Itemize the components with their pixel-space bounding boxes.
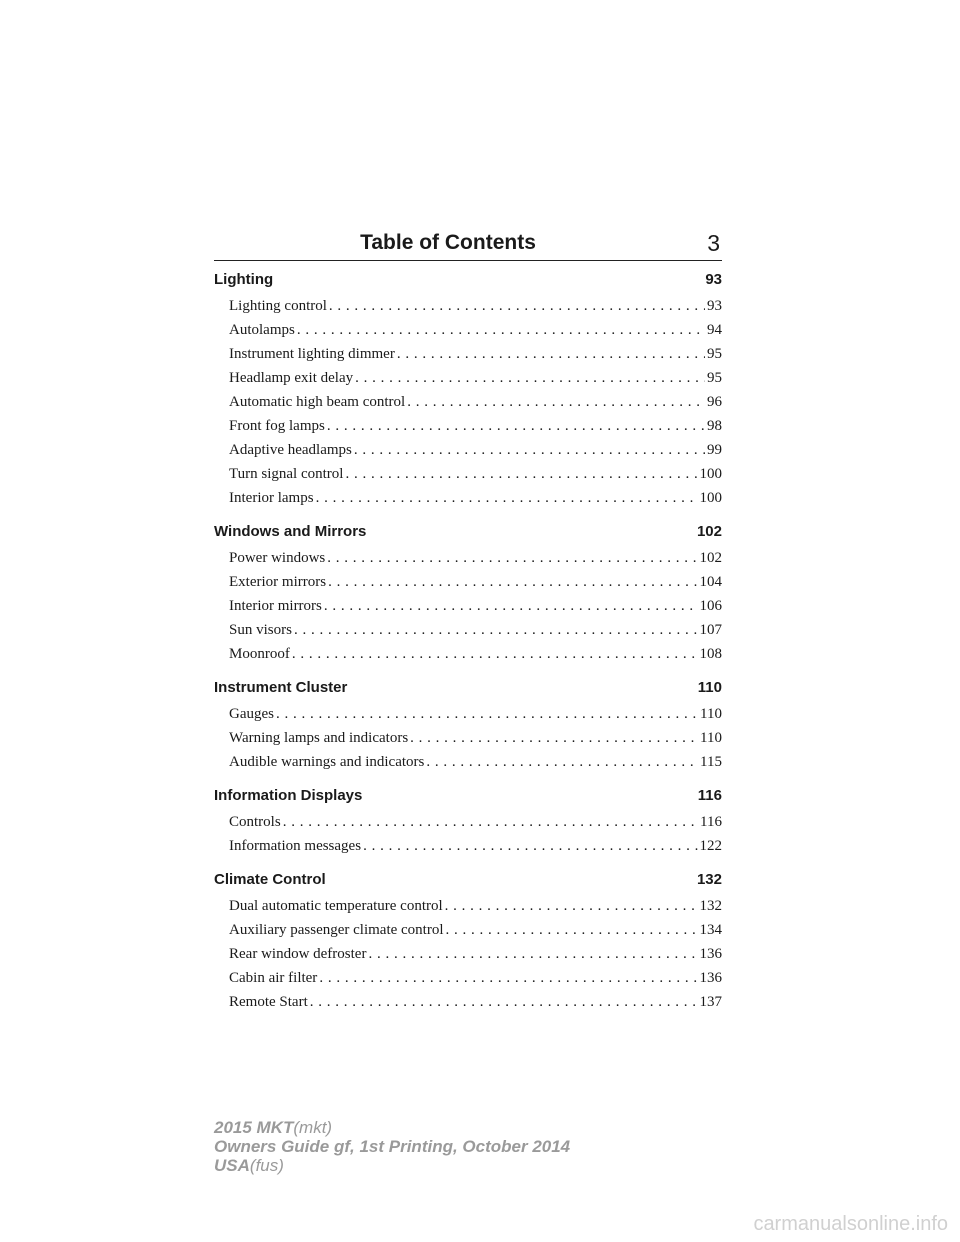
entry-page: 102: [699, 550, 722, 566]
dot-leader: [327, 546, 697, 570]
entry-page: 95: [707, 346, 722, 362]
section-title: Information Displays: [214, 787, 363, 804]
toc-entry[interactable]: [214, 546, 722, 570]
entry-page: 115: [700, 754, 722, 770]
entry-label: Interior mirrors: [229, 598, 322, 614]
entry-page: 137: [699, 994, 722, 1010]
toc-entry[interactable]: [214, 594, 722, 618]
entry-label: Exterior mirrors: [229, 574, 327, 590]
entry-label: Rear window defroster: [229, 946, 367, 962]
toc-entry[interactable]: [214, 894, 722, 918]
entry-label: Gauges: [229, 706, 274, 722]
entry-label: Controls: [229, 814, 281, 830]
dot-leader: [294, 618, 698, 642]
dot-leader: [363, 834, 697, 858]
entry-page: 100: [699, 466, 722, 482]
entry-page: 107: [699, 622, 722, 638]
entry-page: 104: [699, 574, 722, 590]
entry-label: Sun visors: [229, 622, 292, 638]
entry-label: Cabin air filter: [229, 970, 318, 986]
dot-leader: [327, 414, 705, 438]
toc-section-heading[interactable]: [214, 866, 722, 894]
entry-page: 106: [699, 598, 722, 614]
toc-entry[interactable]: [214, 618, 722, 642]
section-title: Climate Control: [214, 871, 326, 888]
dot-leader: [354, 438, 705, 462]
toc-entry[interactable]: [214, 438, 722, 462]
dot-leader: [446, 918, 698, 942]
toc-entry[interactable]: [214, 318, 722, 342]
dot-leader: [445, 894, 698, 918]
entry-label: Turn signal control: [229, 466, 344, 482]
entry-page: 100: [699, 490, 722, 506]
toc-entry[interactable]: [214, 990, 722, 1014]
footer: [214, 1118, 570, 1175]
toc-entry[interactable]: [214, 918, 722, 942]
entry-label: Autolamps: [229, 322, 295, 338]
entry-label: Automatic high beam control: [229, 394, 406, 410]
toc-entry[interactable]: [214, 342, 722, 366]
section-title: Windows and Mirrors: [214, 523, 367, 540]
entry-page: 96: [707, 394, 722, 410]
section-page: 110: [697, 679, 722, 696]
entry-label: Lighting control: [229, 298, 327, 314]
dot-leader: [316, 486, 698, 510]
toc-entry[interactable]: [214, 294, 722, 318]
toc-section: [214, 674, 722, 774]
dot-leader: [276, 702, 698, 726]
dot-leader: [328, 570, 697, 594]
entry-label: Information messages: [229, 838, 362, 854]
toc-entry[interactable]: [214, 750, 722, 774]
page-number: 3: [707, 230, 720, 256]
dot-leader: [426, 750, 698, 774]
dot-leader: [329, 294, 705, 318]
toc-entry[interactable]: [214, 702, 722, 726]
entry-label: Adaptive headlamps: [229, 442, 352, 458]
entry-label: Remote Start: [229, 994, 308, 1010]
entry-page: 99: [707, 442, 722, 458]
entry-page: 98: [707, 418, 722, 434]
dot-leader: [324, 594, 698, 618]
entry-label: Audible warnings and indicators: [229, 754, 425, 770]
page-title: Table of Contents: [360, 231, 536, 254]
dot-leader: [292, 642, 698, 666]
entry-label: Moonroof: [229, 646, 290, 662]
toc-entry[interactable]: [214, 966, 722, 990]
dot-leader: [407, 390, 705, 414]
dot-leader: [297, 318, 705, 342]
dot-leader: [283, 810, 698, 834]
toc-entry[interactable]: [214, 366, 722, 390]
entry-label: Dual automatic temperature control: [229, 898, 443, 914]
toc-entry[interactable]: [214, 570, 722, 594]
toc-section-heading[interactable]: [214, 266, 722, 294]
toc-section-heading[interactable]: [214, 674, 722, 702]
toc-entry[interactable]: [214, 726, 722, 750]
entry-label: Power windows: [229, 550, 326, 566]
entry-page: 93: [707, 298, 722, 314]
entry-page: 136: [699, 970, 722, 986]
entry-page: 132: [699, 898, 722, 914]
toc-entry[interactable]: [214, 942, 722, 966]
toc-section-heading[interactable]: [214, 518, 722, 546]
dot-leader: [310, 990, 698, 1014]
entry-label: Warning lamps and indicators: [229, 730, 409, 746]
toc-entry[interactable]: [214, 834, 722, 858]
toc-section: [214, 266, 722, 510]
page-header: [214, 228, 722, 261]
entry-label: Auxiliary passenger climate control: [229, 922, 444, 938]
toc-section: [214, 782, 722, 858]
footer-line-3: USA(fus): [214, 1156, 284, 1175]
footer-line-2: Owners Guide gf, 1st Printing, October 2014: [214, 1137, 571, 1156]
entry-label: Interior lamps: [229, 490, 314, 506]
entry-page: 94: [707, 322, 722, 338]
section-page: 102: [696, 523, 722, 540]
dot-leader: [319, 966, 697, 990]
toc-entry[interactable]: [214, 486, 722, 510]
watermark: carmanualsonline.info: [753, 1213, 948, 1235]
dot-leader: [368, 942, 697, 966]
entry-page: 134: [699, 922, 722, 938]
section-title: Lighting: [214, 271, 274, 288]
dot-leader: [397, 342, 705, 366]
entry-page: 116: [700, 814, 722, 830]
dot-leader: [355, 366, 705, 390]
toc-section-heading[interactable]: [214, 782, 722, 810]
section-title: Instrument Cluster: [214, 679, 348, 696]
entry-page: 110: [700, 706, 722, 722]
entry-page: 122: [699, 838, 722, 854]
entry-page: 108: [699, 646, 722, 662]
section-page: 132: [696, 871, 722, 888]
toc-entry[interactable]: [214, 810, 722, 834]
entry-label: Front fog lamps: [229, 418, 325, 434]
dot-leader: [410, 726, 698, 750]
toc-entry[interactable]: [214, 642, 722, 666]
entry-label: Instrument lighting dimmer: [229, 346, 395, 362]
toc-section: [214, 518, 722, 666]
entry-label: Headlamp exit delay: [229, 370, 354, 386]
table-of-contents: [214, 266, 722, 1022]
toc-entry[interactable]: [214, 390, 722, 414]
entry-page: 110: [700, 730, 722, 746]
section-page: 93: [705, 271, 722, 288]
toc-entry[interactable]: [214, 462, 722, 486]
section-page: 116: [697, 787, 722, 804]
toc-section: [214, 866, 722, 1014]
footer-line-1: 2015 MKT(mkt): [214, 1118, 333, 1137]
entry-page: 95: [707, 370, 722, 386]
dot-leader: [345, 462, 697, 486]
entry-page: 136: [699, 946, 722, 962]
toc-entry[interactable]: [214, 414, 722, 438]
